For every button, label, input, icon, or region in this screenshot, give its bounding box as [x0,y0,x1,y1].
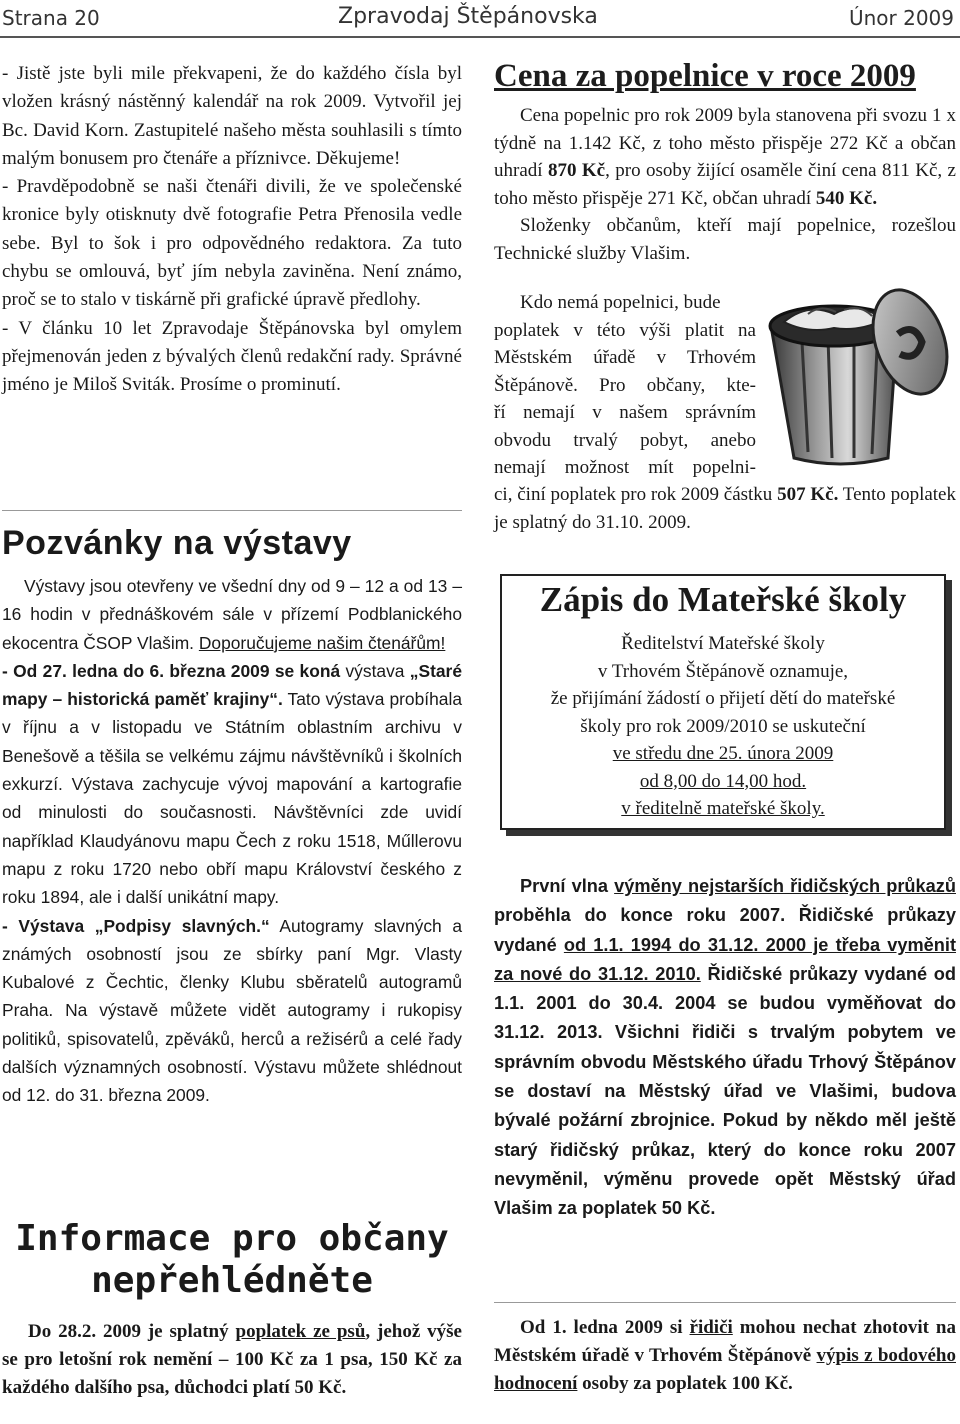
bins-text-line: nemají možnost mít popelni- [494,457,756,478]
bins-no-bin-text [494,289,756,482]
exhibition2-description: Autogramy slavných a známých osobností jsou ze sbírky paní Mgr. Vlasty Kubalové z Čechtic, členky Klubu sběratelů autogramů Praha. Na výstavě můžete vidět autogramy i rukopisy politiků, spisovatelů, zpěváků, herců a režisérů a celé řady dalších významných osobností. Výstavu můžete shlédnout od 12. do 31. března 2009. [2,915,462,1106]
driver-points-text [494,1314,956,1398]
header-rule [0,36,960,38]
bins-fee-intro: ci, činí poplatek pro rok 2009 částku [494,484,778,505]
bins-price-intro: Cena popelnic pro rok 2009 byla stanovena při svozu 1 x týdně na 1.142 Kč, z toho město přispěje 272 Kč a občan uhradí [494,105,956,181]
licence-intro: První vlna [520,876,615,896]
bins-text-line: Kdo nemá popelnici, bude [520,292,721,313]
kindergarten-enrollment-box [500,574,946,830]
kindergarten-line: že přijímání žádostí o přijetí dětí do mateřské [550,688,896,709]
trash-can-icon [748,262,956,474]
licence-exchange-text [494,872,956,1224]
bins-text [494,102,956,267]
recommendation-text: Doporučujeme našim čtenářům! [198,632,446,653]
licence-mid: proběhla do konce roku 2007. Řidičské průkazy vydané [494,905,956,955]
kindergarten-hours: od 8,00 do 14,00 hod. [639,770,807,792]
page-number: Strana 20 [2,6,100,30]
exhibitions-heading: Pozvánky na výstavy [2,524,352,562]
kindergarten-text [502,630,944,823]
exhibitions-text [2,572,462,1110]
bins-price-single-amount: 540 Kč. [815,187,878,209]
exhibition1-description: Tato výstava probíhala v říjnu a v listopadu ve Státním oblastním archivu v Benešově a těšila se velkému zájmu návštěvníků i školních exkurzí. Výstava zachycuje vývoj mapování a kartografie od minulosti do současnosti. Návštěvníci zde uvidí například Klaudyánovu mapu Čech z roku 1518, Műllerovu mapu z roku 1720 nebo obří mapu Království českého z roku 1894, ale i další unikátní mapy. [2,689,462,908]
bins-heading-text: Cena za popelnice v roce 2009 [494,58,916,94]
bins-fee-due: Tento poplatek je splatný do 31.10. 2009. [494,484,956,533]
kindergarten-place: v ředitelně mateřské školy. [621,798,825,819]
bins-slips-note: Složenky občanům, kteří mají popelnice, rozešlou Technické služby Vlašim. [494,215,956,264]
bins-fee-amount: 507 Kč. [777,484,839,505]
dog-fee-link: poplatek ze psů [235,1321,366,1342]
licence-details: Řidičské průkazy vydané od 1.1. 2001 do 30.4. 2004 se budou vyměňovat do 31.12. 2013. Všichni řidiči s trvalým pobytem ve správním obvodu Městského úřadu Trhový Štěpánov se dostaví na Městský úřad ve Vlašimi, budova bývalé požární zbrojnice. Pokud by někdo měl ještě starý řidičský průkaz, který do konce roku 2007 nevyměnil, výměnu provede opět Městský úřad Vlašim za poplatek 50 Kč. [494,963,956,1219]
bins-price-single: , pro osoby žijící osaměle činí cena 811 Kč, z toho město přispěje 271 Kč, občan uhradí [494,160,956,209]
dog-fee-text [2,1318,462,1402]
points-mid: mohou nechat zhotovit na Městském úřadě v Trhovém Štěpánově [494,1317,956,1366]
issue-date: Únor 2009 [848,6,954,30]
calendar-note: - Jistě jste byli mile překvapeni, že do každého čísla byl vložen krásný nástěnný kalendář na rok 2009. Vytvořil jej Bc. David Korn. Zastupitelé našeho města souhlasili s tímto malým bonusem pro čtenáře a příznivce. Děkujeme! [2,63,462,169]
exhibitions-intro: Výstavy jsou otevřeny ve všední dny od 9 – 12 a od 13 – 16 hodin v přednáškovém sále v přízemí Podblanického ekocentra ČSOP Vlašim. [2,576,462,653]
corrections-section [2,60,462,400]
exhibition2-name: - Výstava „Podpisy slavných.“ [2,915,270,936]
kindergarten-line: školy pro rok 2009/2010 se uskuteční [580,715,866,737]
info-heading-line1: Informace pro občany [15,1218,449,1259]
licence-deadline: od 1.1. 1994 do 31.12. 2000 je třeba vyměnit za nové do 31.12. 2010. [494,934,956,984]
dog-fee-intro: Do 28.2. 2009 je splatný [28,1321,236,1342]
points-fee: osoby za poplatek 100 Kč. [577,1373,793,1394]
publication-title: Zpravodaj Štěpánovska [338,4,598,29]
bins-price-citizen: 870 Kč [547,160,606,181]
bins-text-line: poplatek v této výši platit na [494,319,756,341]
bins-fee-text [494,481,956,536]
bins-heading [494,58,956,95]
dog-fee-details: , jehož výše se pro letošní rok nemění – 100 Kč za 1 psa, 150 Kč za každého dalšího psa, důchodci platí 50 Kč. [2,1321,462,1398]
kindergarten-date: ve středu dne 25. února 2009 [612,743,834,764]
exhibition1-name: „Staré mapy – historická paměť krajiny“. [2,660,462,710]
points-intro: Od 1. ledna 2009 si [520,1317,690,1338]
info-heading [2,1218,462,1302]
kindergarten-heading: Zápis do Mateřské školy [539,580,907,619]
points-record: výpis z bodového hodnocení [494,1345,956,1394]
name-correction-note: - V článku 10 let Zpravodaje Štěpánovska byl omylem přejmenován jeden z bývalých členů redakční rady. Správné jméno je Miloš Sviták. Prosíme o prominutí. [2,317,462,396]
exhibition1-connector: výstava [340,660,410,681]
kindergarten-line: Ředitelství Mateřské školy [621,633,825,654]
points-drivers: řidiči [689,1317,733,1338]
bins-text-line: obvodu trvalý pobyt, anebo [494,429,756,451]
exhibition1-dates: - Od 27. ledna do 6. března 2009 se koná [2,660,341,681]
info-heading-line2: nepřehlédněte [91,1260,373,1301]
section-divider [2,510,462,511]
licence-exchange-link: výměny nejstarších řidičských průkazů [614,876,956,896]
bins-text-line: Štěpánově. Pro občany, kte- [494,374,756,396]
section-divider [494,1302,956,1303]
bins-text-line: Městském úřadě v Trhovém [494,347,756,368]
photo-correction-note: - Pravděpodobně se naši čtenáři divili, že ve společenské kronice byly otisknuty dvě fotografie Petra Přenosila vedle sebe. Byl to šok i pro odpovědného redaktora. Za tuto chybu se omlouvá, byť jím nebyla zaviněna. Není známo, proč se to stalo v tiskárně při grafické úpravě předlohy. [2,176,462,311]
kindergarten-line: v Trhovém Štěpánově oznamuje, [597,660,849,682]
bins-text-line: ří nemají v našem správním [494,402,756,423]
